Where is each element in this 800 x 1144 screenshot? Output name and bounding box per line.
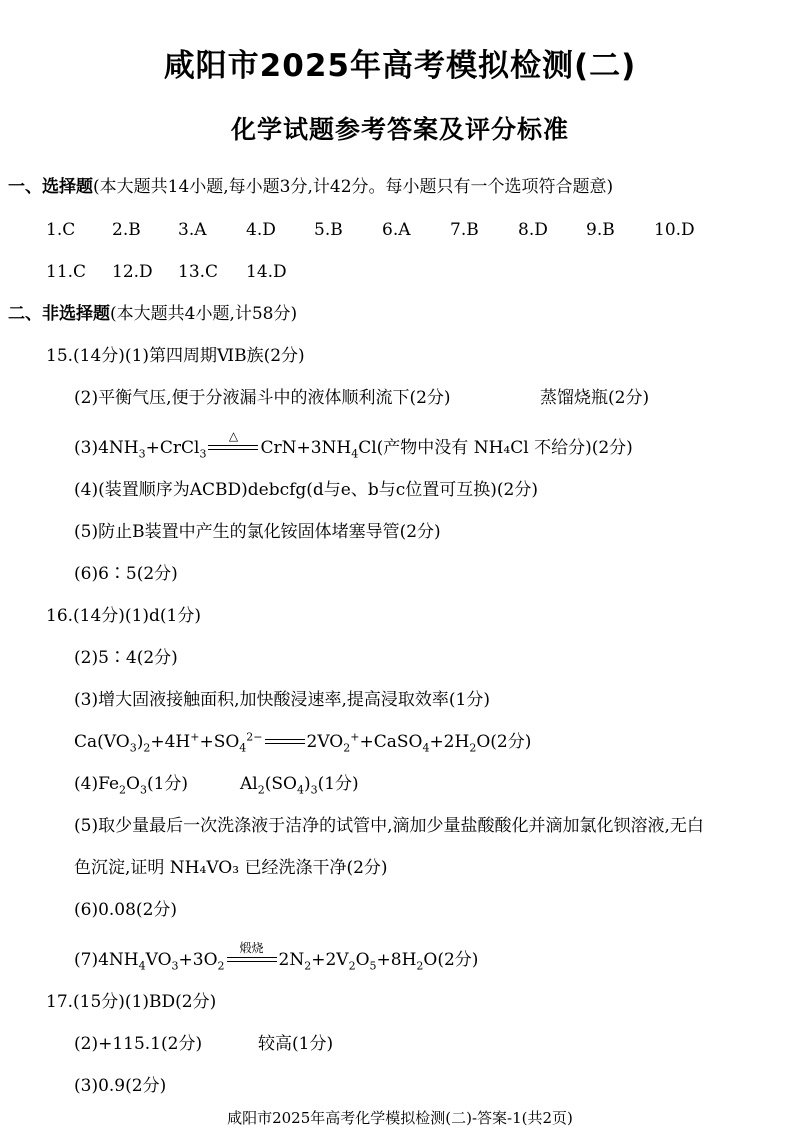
heat-condition: △: [228, 428, 239, 443]
q16-line7-score: (2分): [437, 950, 479, 970]
mc-answer: 9.B: [586, 220, 615, 240]
q16-line2: (2)5∶4(2分): [74, 648, 178, 668]
q15-line4: (4)(装置顺序为ACBD)debcfg(d与e、b与c位置可互换)(2分): [74, 480, 538, 500]
page-subtitle: 化学试题参考答案及评分标准: [230, 115, 569, 144]
q15-line6: (6)6∶5(2分): [74, 564, 178, 584]
q17-line2b: 较高(1分): [258, 1034, 334, 1054]
calcine-condition-arrow: [227, 940, 277, 965]
q15-line3-note: (产物中没有 NH₄Cl 不给分)(2分): [376, 438, 633, 458]
q15-line2b: 蒸馏烧瓶(2分): [540, 388, 650, 408]
section1-header: [8, 176, 613, 198]
equals-arrow: [265, 739, 305, 747]
mc-answer: 12.D: [112, 262, 153, 282]
page-footer: 咸阳市2025年高考化学模拟检测(二)-答案-1(共2页): [227, 1109, 573, 1127]
q16-equation1: $Ca(VO_3)_2+4H^++SO_4^{2-}$ $2VO_2^++CaSO_4+2H_2O(2$分): [74, 730, 532, 755]
q16-line5a: (5)取少量最后一次洗涤液于洁净的试管中,滴加少量盐酸酸化并滴加氯化钡溶液,无白: [74, 816, 704, 836]
q16-line4b: $Al_2(SO_4)_3(1$分): [240, 774, 359, 797]
q16-line1: 16.(14分)(1)d(1分): [46, 606, 201, 626]
q17-line2a: (2)+115.1(2分): [74, 1034, 203, 1054]
q16-line5b: 色沉淀,证明 NH₄VO₃ 已经洗涤干净(2分): [74, 858, 388, 878]
q16-line7: $(7)4NH_4VO_3+3O_2$ 煅烧 $2N_2+2V_2O_5+8H_2O(2$分): [74, 949, 478, 971]
mc-answer: 1.C: [46, 220, 76, 240]
mc-answer: 2.B: [112, 220, 141, 240]
q15-line3: $(3)4NH_3+CrCl_3$ △ $CrN+3NH_4Cl$(产物中没有 NH₄Cl 不给分)(2分): [74, 437, 633, 459]
mc-answer: 8.D: [518, 220, 548, 240]
q15-line5: (5)防止B装置中产生的氯化铵固体堵塞导管(2分): [74, 522, 441, 542]
q15-line1: 15.(14分)(1)第四周期ⅥB族(2分): [46, 346, 305, 366]
mc-answer: 10.D: [654, 220, 695, 240]
q16-line6: (6)0.08(2分): [74, 900, 178, 920]
q15-line2a: (2)平衡气压,便于分液漏斗中的液体顺利流下(2分): [74, 388, 451, 408]
section2-note: (本大题共4小题,计58分): [110, 304, 298, 324]
mc-answer: 11.C: [46, 262, 87, 282]
mc-answer: 4.D: [246, 220, 276, 240]
q16-line4a: $(4)Fe_2O_3(1$分): [74, 774, 189, 797]
mc-answer: 14.D: [246, 262, 287, 282]
mc-answer: 3.A: [178, 220, 207, 240]
section2-header: [8, 303, 297, 325]
page-title: 咸阳市2025年高考模拟检测(二): [163, 48, 637, 84]
heat-condition-arrow: [208, 428, 258, 453]
q17-line1: 17.(15分)(1)BD(2分): [46, 992, 217, 1012]
calcine-condition: 煅烧: [239, 940, 264, 955]
q17-line3: (3)0.9(2分): [74, 1076, 167, 1096]
mc-answer: 6.A: [382, 220, 411, 240]
mc-answer: 5.B: [314, 220, 343, 240]
section1-heading: 一、选择题: [8, 177, 93, 197]
q16-eq1-score: (2分): [490, 732, 532, 752]
mc-answer: 7.B: [450, 220, 479, 240]
q16-line3: (3)增大固液接触面积,加快酸浸速率,提高浸取效率(1分): [74, 690, 490, 710]
section1-note: (本大题共14小题,每小题3分,计42分。每小题只有一个选项符合题意): [93, 177, 614, 197]
mc-answer: 13.C: [178, 262, 219, 282]
section2-heading: 二、非选择题: [8, 304, 110, 324]
